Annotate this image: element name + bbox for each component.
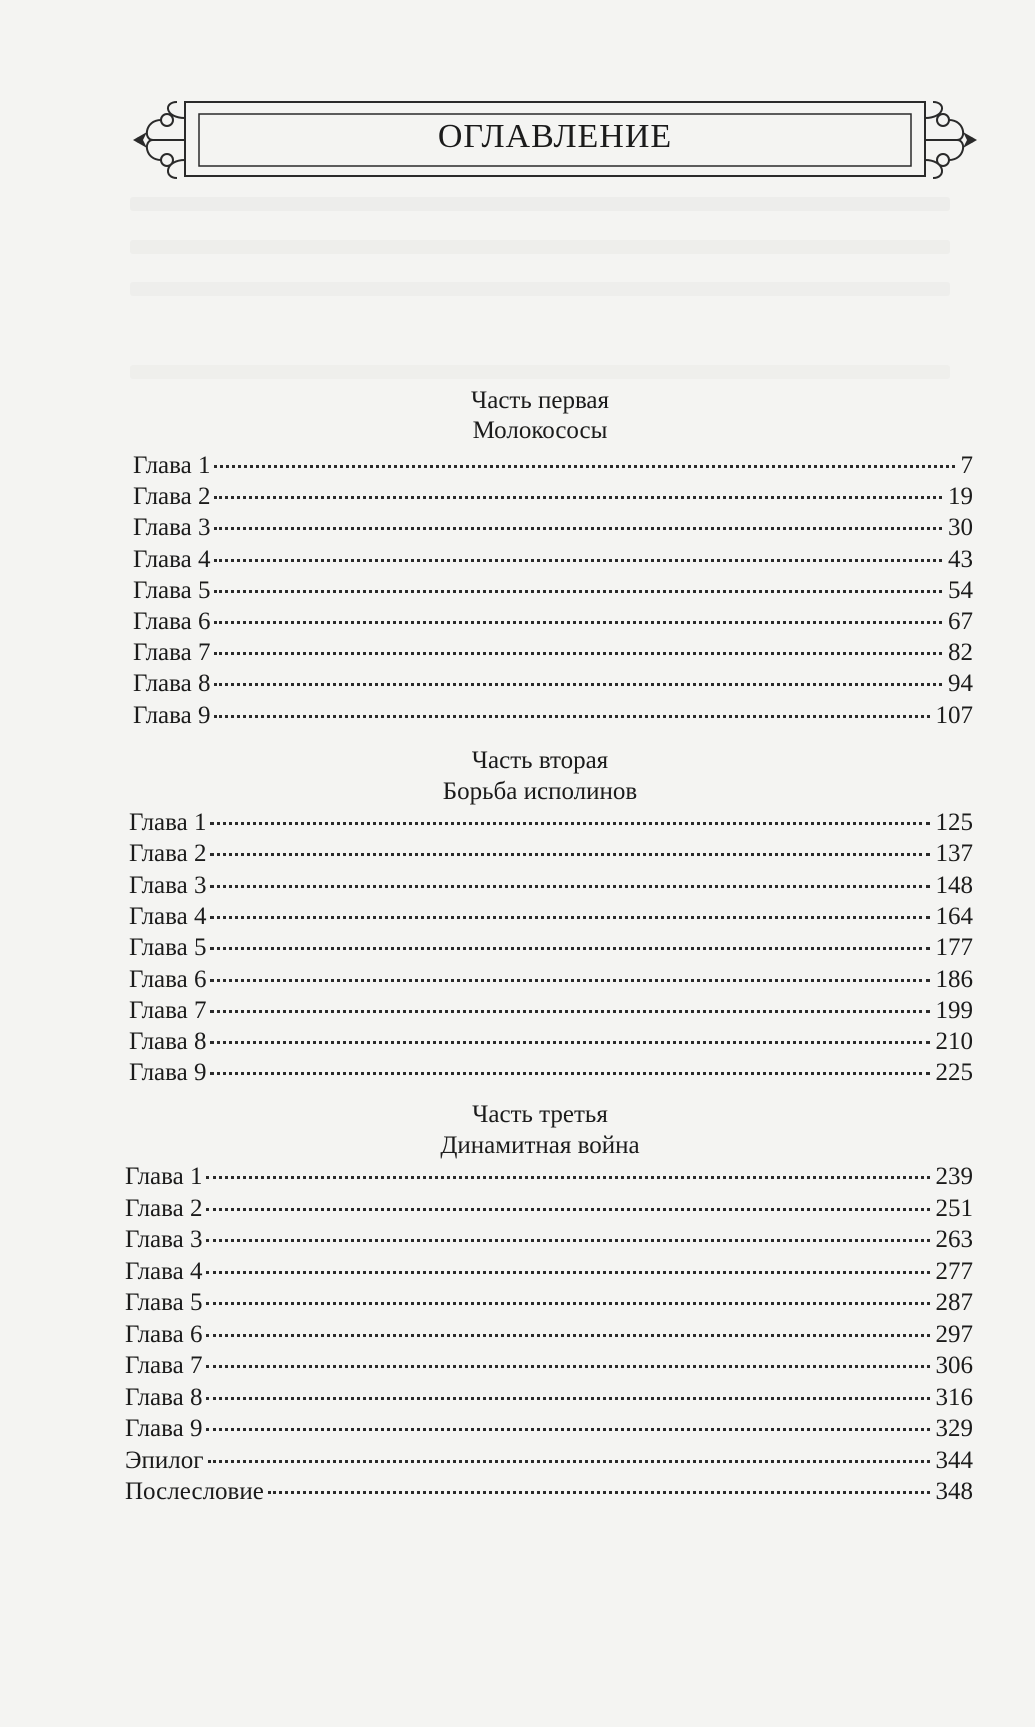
dot-leader xyxy=(214,527,942,530)
toc-entry-label: Глава 7 xyxy=(125,1352,203,1379)
toc-entry-label: Глава 5 xyxy=(129,934,207,962)
toc-entry-label: Глава 3 xyxy=(133,514,211,542)
toc-entry-label: Глава 1 xyxy=(125,1163,203,1190)
dot-leader xyxy=(210,1072,929,1075)
toc-entry-page: 251 xyxy=(935,1194,973,1222)
toc-entry[interactable] xyxy=(129,995,973,1026)
toc-entry[interactable] xyxy=(125,1413,973,1444)
toc-entry-page: 54 xyxy=(948,576,973,604)
toc-entry-page: 67 xyxy=(948,608,973,635)
toc-entry[interactable] xyxy=(125,1350,973,1381)
part-3-title: Часть третья xyxy=(472,1101,608,1128)
toc-entry-page: 199 xyxy=(935,996,973,1024)
toc-entry-label: Глава 2 xyxy=(133,483,211,511)
toc-entry-page: 316 xyxy=(935,1383,973,1411)
toc-entry-page: 19 xyxy=(948,483,973,511)
toc-entry-label: Глава 7 xyxy=(133,639,211,667)
dot-leader xyxy=(214,715,929,718)
toc-entry-page: 7 xyxy=(960,452,973,479)
dot-leader xyxy=(210,885,929,888)
toc-entry-page: 43 xyxy=(948,545,973,573)
toc-entry-page: 164 xyxy=(935,902,973,930)
toc-entry[interactable] xyxy=(129,901,973,932)
dot-leader xyxy=(206,1176,929,1179)
toc-entry[interactable] xyxy=(133,544,973,575)
dot-leader xyxy=(206,1302,929,1305)
toc-entry[interactable] xyxy=(125,1224,973,1255)
toc-entry-label: Глава 1 xyxy=(133,452,211,479)
toc-entry-page: 177 xyxy=(935,934,973,962)
toc-entry-page: 297 xyxy=(935,1320,973,1348)
toc-entry-page: 210 xyxy=(935,1028,973,1056)
dot-leader xyxy=(206,1271,929,1274)
toc-entry[interactable] xyxy=(125,1256,973,1287)
toc-entry-page: 94 xyxy=(948,670,973,698)
toc-entry-label: Глава 5 xyxy=(125,1289,203,1316)
toc-entry-label: Глава 4 xyxy=(125,1257,203,1285)
toc-entry[interactable] xyxy=(125,1382,973,1413)
page-title: ОГЛАВЛЕНИЕ xyxy=(437,118,673,155)
dot-leader xyxy=(214,590,942,593)
toc-entry-page: 225 xyxy=(935,1059,973,1087)
toc-entry-page: 306 xyxy=(935,1352,973,1379)
toc-entry-label: Глава 6 xyxy=(129,965,207,993)
toc-entry-label: Глава 7 xyxy=(129,996,207,1024)
bleed-through-line xyxy=(130,282,950,296)
dot-leader xyxy=(214,621,942,624)
toc-entry-page: 277 xyxy=(935,1257,973,1285)
toc-entry[interactable] xyxy=(133,512,973,543)
toc-entry-label: Послесловие xyxy=(125,1478,264,1505)
dot-leader xyxy=(214,559,942,562)
toc-entry-label: Глава 1 xyxy=(129,809,207,836)
dot-leader xyxy=(206,1365,929,1368)
toc-entry-page: 348 xyxy=(935,1478,973,1505)
toc-entry-label: Глава 5 xyxy=(133,576,211,604)
dot-leader xyxy=(210,979,929,982)
dot-leader xyxy=(214,683,942,686)
toc-entry-page: 263 xyxy=(935,1226,973,1253)
bleed-through-line xyxy=(130,240,950,254)
bleed-through-line xyxy=(130,365,950,379)
toc-entry-label: Глава 3 xyxy=(125,1226,203,1253)
toc-entry[interactable] xyxy=(125,1445,973,1476)
dot-leader xyxy=(210,853,929,856)
dot-leader xyxy=(210,1041,929,1044)
dot-leader xyxy=(210,822,929,825)
bleed-through-line xyxy=(130,197,950,211)
toc-entry-label: Глава 2 xyxy=(129,840,207,868)
toc-entry-label: Глава 6 xyxy=(125,1320,203,1348)
toc-entry-label: Глава 2 xyxy=(125,1194,203,1222)
toc-entry-label: Глава 9 xyxy=(129,1059,207,1087)
toc-entry[interactable] xyxy=(129,870,973,901)
toc-entry-label: Глава 3 xyxy=(129,871,207,899)
dot-leader xyxy=(208,1460,930,1463)
toc-header xyxy=(125,98,985,186)
toc-entry[interactable] xyxy=(125,1287,973,1318)
part-1-subtitle: Молокососы xyxy=(472,417,608,444)
toc-entry[interactable] xyxy=(129,1026,973,1057)
toc-entry-page: 82 xyxy=(948,639,973,667)
dot-leader xyxy=(214,496,942,499)
dot-leader xyxy=(210,1010,929,1013)
dot-leader xyxy=(210,947,929,950)
toc-entry[interactable] xyxy=(125,1476,973,1507)
dot-leader xyxy=(206,1397,929,1400)
toc-entry-label: Глава 9 xyxy=(125,1415,203,1442)
toc-entry[interactable] xyxy=(129,932,973,963)
toc-entry[interactable] xyxy=(125,1193,973,1224)
toc-entry[interactable] xyxy=(129,807,973,838)
toc-entry-page: 344 xyxy=(935,1446,973,1474)
dot-leader xyxy=(214,652,942,655)
part-2-title: Часть вторая xyxy=(471,747,609,774)
part-2-subtitle: Борьба исполинов xyxy=(442,778,638,805)
toc-entry-label: Глава 4 xyxy=(129,902,207,930)
toc-entry[interactable] xyxy=(133,668,973,699)
toc-entry-page: 107 xyxy=(935,701,973,729)
dot-leader xyxy=(268,1491,930,1494)
toc-entry-label: Глава 9 xyxy=(133,701,211,729)
toc-entry-label: Глава 8 xyxy=(125,1383,203,1411)
toc-entry-label: Глава 6 xyxy=(133,608,211,635)
toc-entry[interactable] xyxy=(133,575,973,606)
dot-leader xyxy=(206,1208,929,1211)
dot-leader xyxy=(206,1428,929,1431)
part-1-title: Часть первая xyxy=(470,387,610,414)
toc-entry[interactable] xyxy=(133,481,973,512)
dot-leader xyxy=(214,465,954,468)
toc-entry-page: 329 xyxy=(935,1415,973,1442)
toc-entry-label: Эпилог xyxy=(125,1446,204,1474)
part-3-subtitle: Динамитная война xyxy=(440,1132,640,1159)
toc-entry[interactable] xyxy=(133,450,973,481)
toc-entry-page: 239 xyxy=(935,1163,973,1190)
toc-entry[interactable] xyxy=(133,700,973,731)
toc-entry-page: 148 xyxy=(935,871,973,899)
toc-entry-page: 125 xyxy=(935,809,973,836)
dot-leader xyxy=(206,1334,929,1337)
toc-entry-page: 137 xyxy=(935,840,973,868)
toc-entry-label: Глава 8 xyxy=(133,670,211,698)
toc-entry[interactable] xyxy=(133,637,973,668)
toc-entry[interactable] xyxy=(129,1057,973,1088)
toc-entry-page: 30 xyxy=(948,514,973,542)
dot-leader xyxy=(210,916,929,919)
toc-entry-label: Глава 8 xyxy=(129,1028,207,1056)
dot-leader xyxy=(206,1239,929,1242)
toc-entry-label: Глава 4 xyxy=(133,545,211,573)
toc-entry-page: 287 xyxy=(935,1289,973,1316)
toc-entry[interactable] xyxy=(129,838,973,869)
toc-entry[interactable] xyxy=(125,1319,973,1350)
toc-entry[interactable] xyxy=(133,606,973,637)
toc-entry-page: 186 xyxy=(935,965,973,993)
toc-entry[interactable] xyxy=(125,1161,973,1192)
toc-entry[interactable] xyxy=(129,964,973,995)
